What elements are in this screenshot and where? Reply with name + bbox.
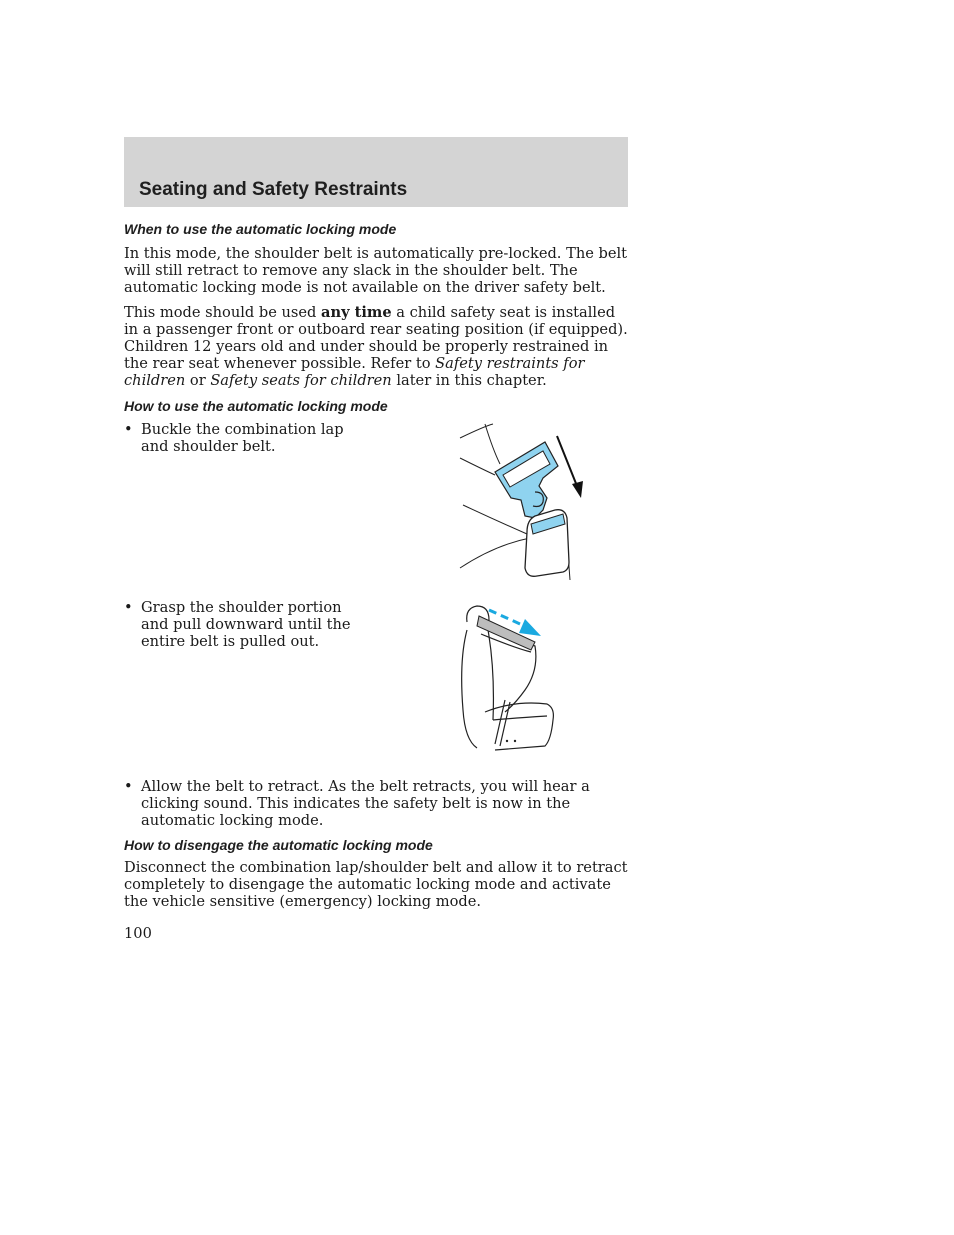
paragraph-disengage: Disconnect the combination lap/shoulder belt and allow it to retract completely to disengage the automatic locking mode and activate the vehicle sensitive (emergency) locking mode. bbox=[124, 859, 628, 910]
belt-tongue-icon bbox=[495, 442, 558, 518]
list-item bbox=[124, 599, 369, 650]
page-title: Seating and Safety Restraints bbox=[139, 179, 408, 200]
bullet-text: Grasp the shoulder portion and pull downward until the entire belt is pulled out. bbox=[141, 599, 351, 650]
bullet-dot: • bbox=[124, 778, 133, 795]
seat-shoulder-belt-illustration bbox=[455, 600, 567, 768]
bullet-text: Allow the belt to retract. As the belt retracts, you will hear a clicking sound. This indicates the safety belt is now in the automatic locking mode. bbox=[141, 778, 590, 829]
paragraph-when-2 bbox=[124, 304, 628, 389]
heading-when-to-use: When to use the automatic locking mode bbox=[124, 221, 397, 237]
buckle-housing-icon bbox=[525, 510, 569, 577]
bullet-text: Buckle the combination lap and shoulder belt. bbox=[141, 421, 344, 455]
header-band bbox=[124, 137, 628, 207]
emphasis-any-time: any time bbox=[321, 304, 392, 321]
bullet-dot: • bbox=[124, 421, 133, 438]
text: a child safety seat is installed in a passenger front or outboard rear seating position (if equipped). Children 12 years old and under should be properly restrained in the rear seat whenever possible. Refer to bbox=[124, 304, 628, 372]
text: or bbox=[185, 372, 211, 389]
list-item bbox=[124, 778, 628, 829]
paragraph-when-1: In this mode, the shoulder belt is automatically pre-locked. The belt will still retract to remove any slack in the shoulder belt. The automatic locking mode is not available on the driver safety belt. bbox=[124, 245, 628, 296]
text: This mode should be used bbox=[124, 304, 322, 321]
page-number: 100 bbox=[124, 925, 152, 942]
reference-safety-restraints-for-children: Safety restraints for children bbox=[124, 355, 585, 389]
arrow-down-icon bbox=[557, 436, 583, 498]
reference-safety-seats-for-children: Safety seats for children bbox=[210, 372, 392, 389]
list-item bbox=[124, 421, 369, 455]
heading-how-to-use: How to use the automatic locking mode bbox=[124, 398, 388, 414]
text: later in this chapter. bbox=[391, 372, 547, 389]
bullet-dot: • bbox=[124, 599, 133, 616]
heading-how-to-disengage: How to disengage the automatic locking mode bbox=[124, 837, 433, 853]
seatbelt-buckle-illustration bbox=[455, 420, 590, 582]
